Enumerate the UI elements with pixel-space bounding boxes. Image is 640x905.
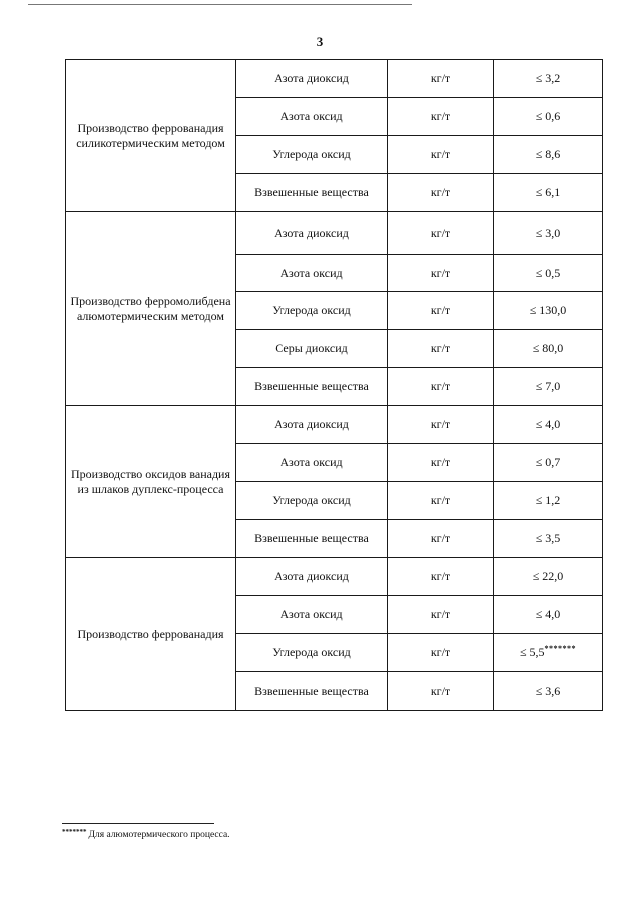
unit-cell: кг/т [388, 672, 494, 711]
unit-cell: кг/т [388, 292, 494, 330]
emissions-table [65, 59, 603, 711]
process-name: Производство феррованадия силикотермическим методом [76, 120, 225, 150]
unit-cell: кг/т [388, 406, 494, 444]
footnote-mark: ******* [62, 828, 87, 836]
substance-cell: Азота оксид [236, 255, 388, 292]
footnote-rule [62, 823, 214, 824]
process-name: Производство оксидов ванадия из шлаков дуплекс-процесса [70, 466, 230, 496]
value-cell: ≤ 0,6 [494, 98, 603, 136]
value-cell: ≤ 22,0 [494, 558, 603, 596]
value-cell: ≤ 80,0 [494, 330, 603, 368]
substance-cell: Взвешенные вещества [236, 368, 388, 406]
unit-cell: кг/т [388, 444, 494, 482]
process-cell [66, 558, 236, 711]
unit-cell: кг/т [388, 60, 494, 98]
substance-cell: Серы диоксид [236, 330, 388, 368]
substance-cell: Углерода оксид [236, 482, 388, 520]
value-cell: ≤ 1,2 [494, 482, 603, 520]
value-cell: ≤ 7,0 [494, 368, 603, 406]
substance-cell: Взвешенные вещества [236, 672, 388, 711]
process-name: Производство феррованадия [77, 626, 224, 641]
unit-cell: кг/т [388, 596, 494, 634]
unit-cell: кг/т [388, 330, 494, 368]
unit-cell: кг/т [388, 212, 494, 255]
value-cell: ≤ 0,7 [494, 444, 603, 482]
substance-cell: Взвешенные вещества [236, 174, 388, 212]
footnote-reference: ******* [544, 643, 577, 653]
value-cell: ≤ 130,0 [494, 292, 603, 330]
footnote-text: Для алюмотермического процесса. [88, 830, 230, 840]
footnote [62, 830, 230, 840]
value-cell: ≤ 6,1 [494, 174, 603, 212]
unit-cell: кг/т [388, 98, 494, 136]
value-cell [494, 634, 603, 672]
table-row [66, 406, 603, 444]
value-cell: ≤ 4,0 [494, 596, 603, 634]
substance-cell: Углерода оксид [236, 292, 388, 330]
process-cell [66, 212, 236, 406]
value-cell: ≤ 3,0 [494, 212, 603, 255]
unit-cell: кг/т [388, 558, 494, 596]
value-cell: ≤ 3,6 [494, 672, 603, 711]
process-cell [66, 406, 236, 558]
table-row [66, 212, 603, 255]
substance-cell: Азота диоксид [236, 60, 388, 98]
substance-cell: Взвешенные вещества [236, 520, 388, 558]
substance-cell: Азота оксид [236, 596, 388, 634]
substance-cell: Азота диоксид [236, 406, 388, 444]
value-cell: ≤ 0,5 [494, 255, 603, 292]
value-cell: ≤ 3,5 [494, 520, 603, 558]
unit-cell: кг/т [388, 482, 494, 520]
unit-cell: кг/т [388, 634, 494, 672]
table-row [66, 60, 603, 98]
table-row [66, 558, 603, 596]
substance-cell: Азота оксид [236, 98, 388, 136]
value-cell: ≤ 8,6 [494, 136, 603, 174]
unit-cell: кг/т [388, 136, 494, 174]
page-number: 3 [316, 34, 324, 49]
unit-cell: кг/т [388, 255, 494, 292]
substance-cell: Углерода оксид [236, 136, 388, 174]
substance-cell: Азота диоксид [236, 212, 388, 255]
unit-cell: кг/т [388, 174, 494, 212]
value-cell: ≤ 3,2 [494, 60, 603, 98]
substance-cell: Азота диоксид [236, 558, 388, 596]
unit-cell: кг/т [388, 520, 494, 558]
top-rule [28, 4, 412, 5]
process-cell [66, 60, 236, 212]
process-name: Производство ферромолибдена алюмотермическим методом [70, 293, 231, 323]
value-text: ≤ 5,5 [519, 644, 545, 659]
value-cell: ≤ 4,0 [494, 406, 603, 444]
unit-cell: кг/т [388, 368, 494, 406]
substance-cell: Углерода оксид [236, 634, 388, 672]
substance-cell: Азота оксид [236, 444, 388, 482]
